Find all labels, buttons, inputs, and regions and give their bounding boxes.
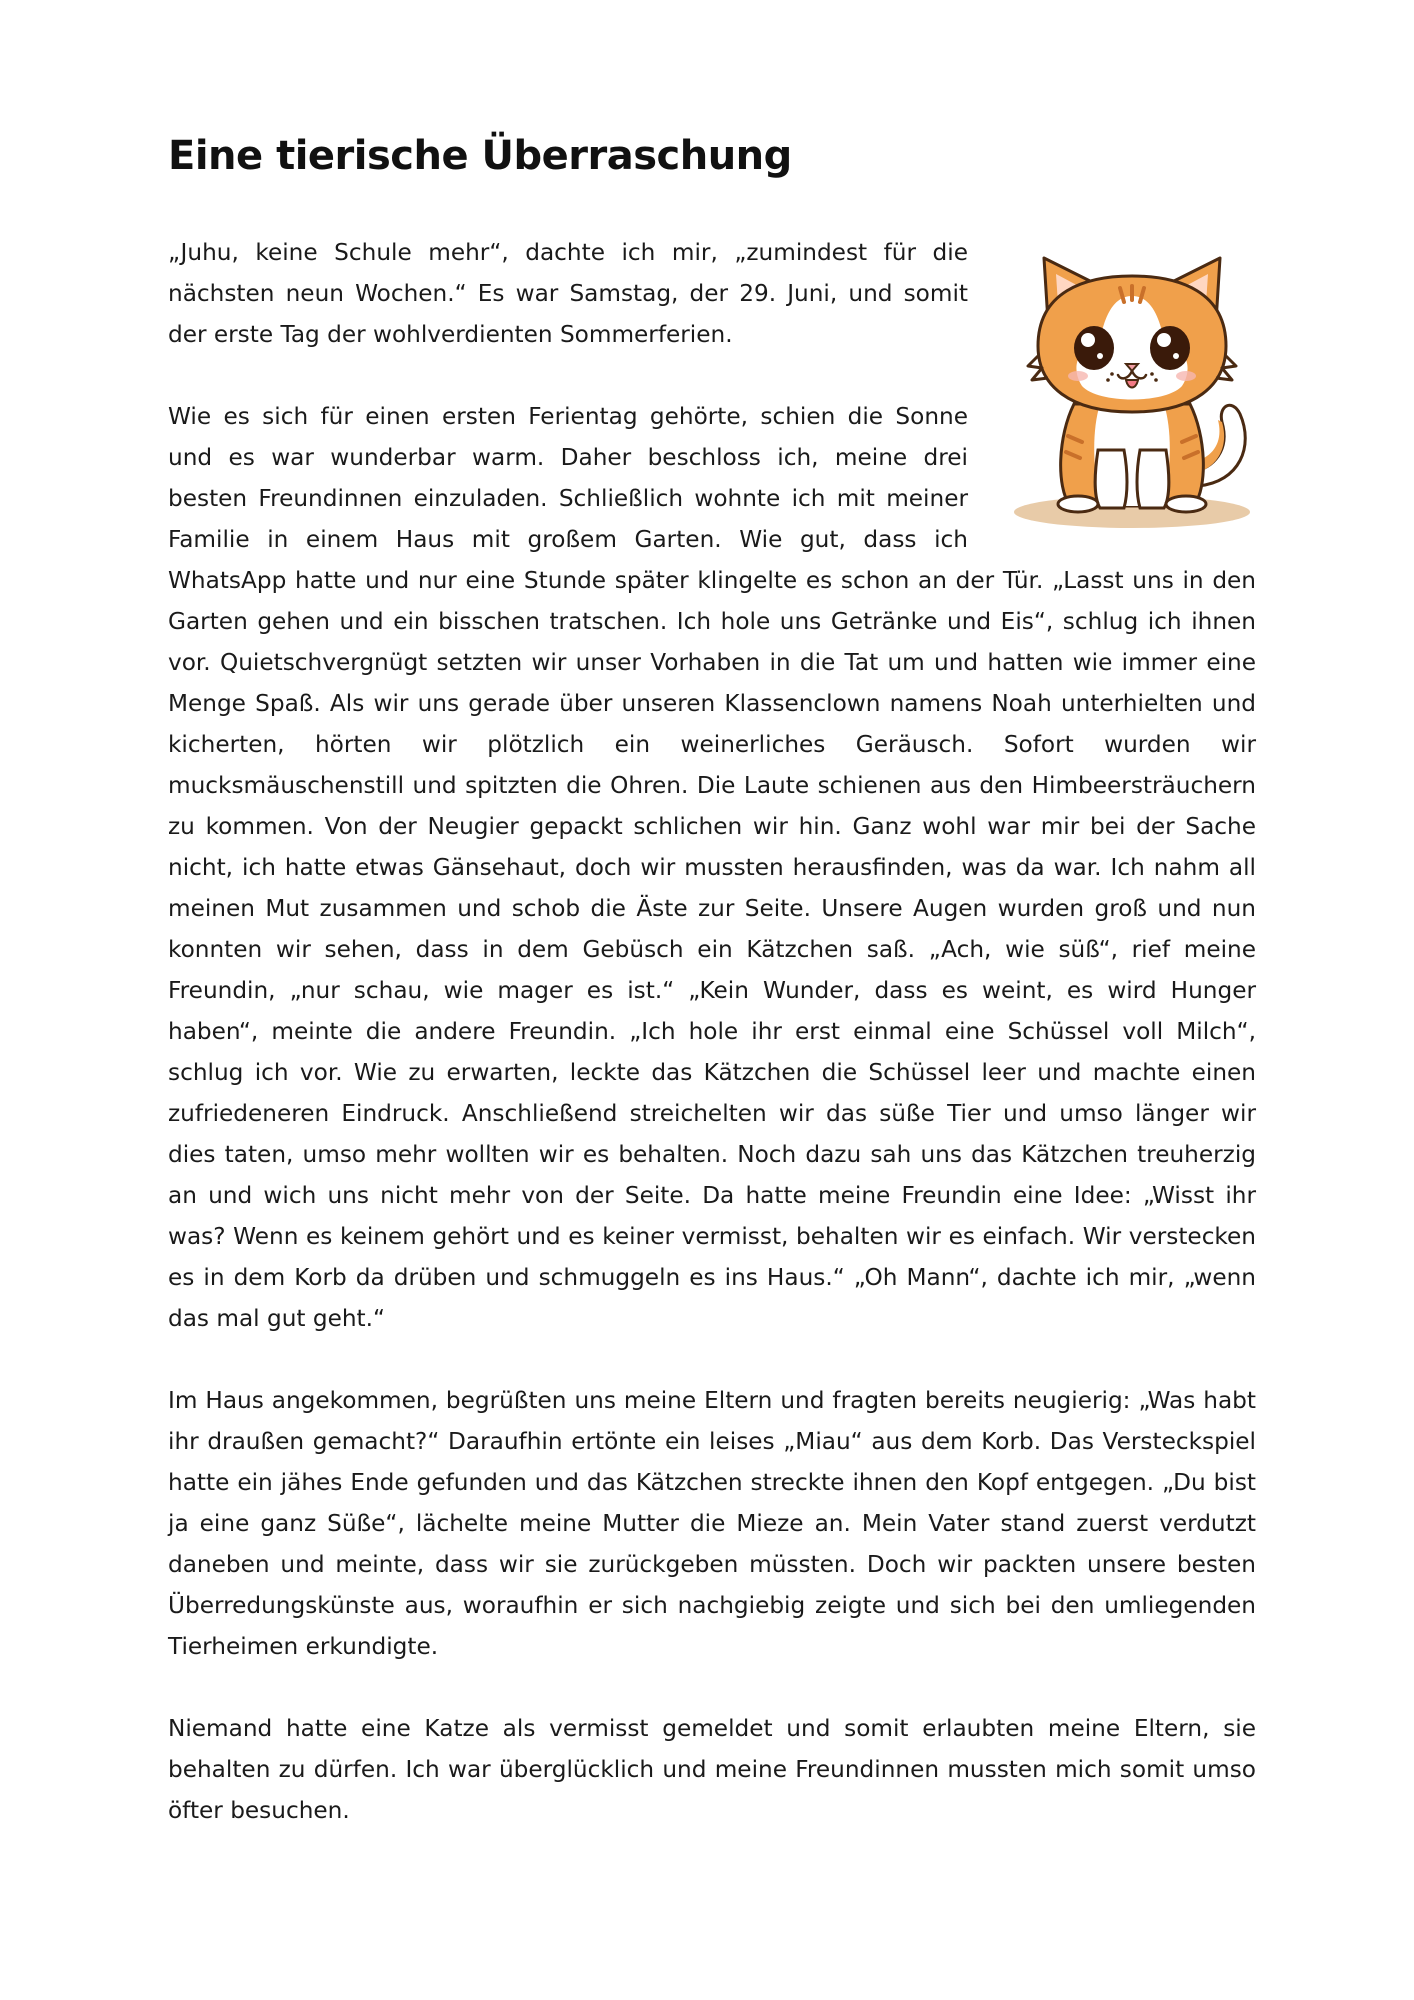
story-paragraph-3: Im Haus angekommen, begrüßten uns meine Eltern und fragten bereits neugierig: „Was habt ihr draußen gemacht?“ Daraufhin ertönte ein leises „Miau“ aus dem Korb. Das Versteckspiel hatte ein jähes Ende gefunden und das Kätzchen streckte ihnen den Kopf entgegen. „Du bist ja eine ganz Süße“, lächelte meine Mutter die Mieze an. Mein Vater stand zuerst verdutzt daneben und meinte, dass wir sie zurückgeben müssten. Doch wir packten unsere besten Überredungskünste aus, woraufhin er sich nachgiebig zeigte und sich bei den umliegenden Tierheimen erkundigte. [168,1387,1256,1660]
story-paragraph-1: „Juhu, keine Schule mehr“, dachte ich mir, „zumindest für die nächsten neun Wochen.“ Es war Samstag, der 29. Juni, und somit der erste Tag der wohlverdienten Sommerferien. [168,239,968,348]
cat-illustration [1008,236,1256,532]
story-text [168,232,1256,1831]
story-paragraph-2: Wie es sich für einen ersten Ferientag gehörte, schien die Sonne und es war wunderbar warm. Daher beschloss ich, meine drei besten Freundinnen einzuladen. Schließlich wohnte ich mit meiner Familie in einem Haus mit großem Garten. Wie gut, dass ich WhatsApp hatte und nur eine Stunde später klingelte es schon an der Tür. „Lasst uns in den Garten gehen und ein bisschen tratschen. Ich hole uns Getränke und Eis“, schlug ich ihnen vor. Quietschvergnügt setzten wir unser Vorhaben in die Tat um und hatten wie immer eine Menge Spaß. Als wir uns gerade über unseren Klassenclown namens Noah unterhielten und kicherten, hörten wir plötzlich ein weinerliches Geräusch. Sofort wurden wir mucksmäuschenstill und spitzten die Ohren. Die Laute schienen aus den Himbeersträuchern zu kommen. Von der Neugier gepackt schlichen wir hin. Ganz wohl war mir bei der Sache nicht, ich hatte etwas Gänsehaut, doch wir mussten herausfinden, was da war. Ich nahm all meinen Mut zusammen und schob die Äste zur Seite. Unsere Augen wurden groß und nun konnten wir sehen, dass in dem Gebüsch ein Kätzchen saß. „Ach, wie süß“, rief meine Freundin, „nur schau, wie mager es ist.“ „Kein Wunder, dass es weint, es wird Hunger haben“, meinte die andere Freundin. „Ich hole ihr erst einmal eine Schüssel voll Milch“, schlug ich vor. Wie zu erwarten, leckte das Kätzchen die Schüssel leer und machte einen zufriedeneren Eindruck. Anschließend streichelten wir das süße Tier und umso länger wir dies taten, umso mehr wollten wir es behalten. Noch dazu sah uns das Kätzchen treuherzig an und wich uns nicht mehr von der Seite. Da hatte meine Freundin eine Idee: „Wisst ihr was? Wenn es keinem gehört und es keiner vermisst, behalten wir es einfach. Wir verstecken es in dem Korb da drüben und schmuggeln es ins Haus.“ „Oh Mann“, dachte ich mir, „wenn das mal gut geht.“ [168,403,1256,1332]
cat-illustration-icon [1008,236,1256,532]
document-title: Eine tierische Überraschung [168,133,792,179]
story-paragraph-4: Niemand hatte eine Katze als vermisst gemeldet und somit erlaubten meine Eltern, sie behalten zu dürfen. Ich war überglücklich und meine Freundinnen mussten mich somit umso öfter besuchen. [168,1715,1256,1824]
document-page [168,0,1256,2000]
